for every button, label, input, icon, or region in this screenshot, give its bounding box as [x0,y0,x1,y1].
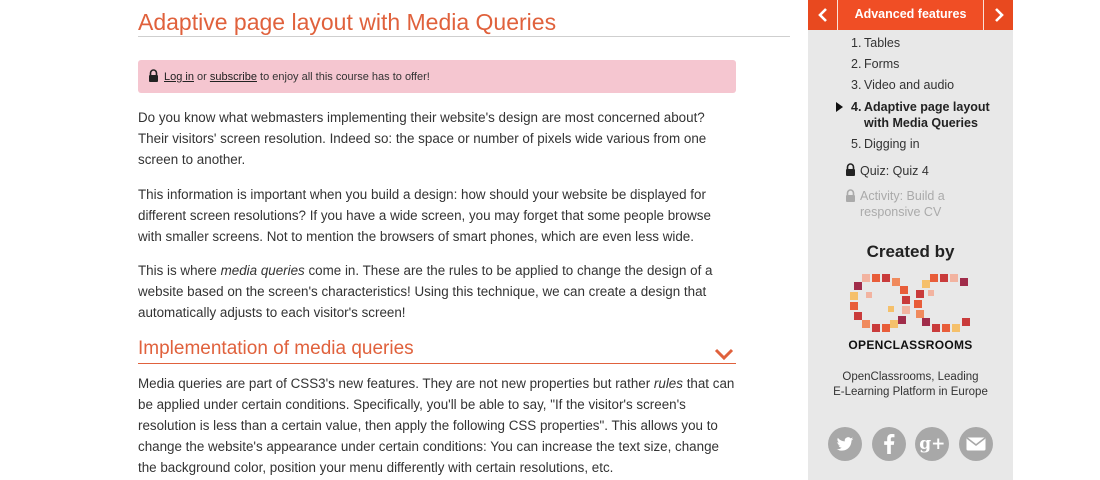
paragraph [138,260,738,323]
lock-icon [148,69,159,85]
email-button[interactable] [959,427,993,461]
facebook-button[interactable] [872,427,906,461]
next-chapter-button[interactable] [983,0,1013,30]
chevron-left-icon [818,8,828,22]
toc-item-digging-in[interactable] [851,136,1001,152]
paragraph-text: Media queries are part of CSS3's new features. They are not new properties but rather [138,376,651,391]
toc-number: 2. [851,57,862,71]
toc-item-video-audio[interactable] [851,77,1001,93]
paragraph-text: that can be applied under certain conditions. Specifically, you'll be able to say, "If the visitor's screen's resolution is less than a certain value, then apply the following CSS properties". This allows you to change the website's appearance under certain conditions: You can increase the text size, change the background color, position your menu differently with certain resolutions, etc. [138,376,735,475]
twitter-button[interactable] [828,427,862,461]
toc-number: 1. [851,36,862,50]
chevron-down-icon[interactable] [714,343,734,367]
toc-number: 5. [851,137,862,151]
tagline-line: OpenClassrooms, Leading [842,371,979,383]
main-content [138,0,790,475]
twitter-icon [836,437,854,452]
previous-chapter-button[interactable] [808,0,838,30]
paragraph [138,373,738,478]
page-title: Adaptive page layout with Media Queries [138,0,790,37]
notice-text: to enjoy all this course has to offer! [260,70,430,83]
toc-item-adaptive-layout[interactable] [851,99,1001,131]
tagline-line: E-Learning Platform in Europe [833,386,988,398]
social-links [828,427,993,461]
toc-label: Adaptive page layout with Media Queries [864,100,990,130]
brand-tagline [808,370,1013,400]
login-link[interactable]: Log in [164,70,194,83]
toc-label: Video and audio [864,78,955,92]
login-notice [138,60,736,93]
activity-label: Activity: Build a responsive CV [860,189,945,219]
paragraph-text: This is where [138,263,217,278]
chapter-title[interactable]: Advanced features [854,7,967,21]
lock-icon [845,189,856,205]
activity-item [845,188,995,220]
brand-name: OPENCLASSROOMS [848,338,973,352]
section-header-media-queries[interactable] [138,337,736,364]
email-icon [966,437,986,451]
facebook-icon [883,434,895,454]
paragraph-text: come in. These are the rules to be applied to change the design of a website based on the screen's characteristics! Using this technique, we can create a design that automatically adjusts to each visitor's screen! [138,263,713,320]
toc-number: 4. [851,100,862,114]
google-plus-button[interactable] [915,427,949,461]
quiz-label: Quiz: Quiz 4 [860,164,929,178]
toc-label: Digging in [864,137,920,151]
google-plus-icon: g+ [919,434,946,454]
emphasis-text: media queries [220,263,305,278]
paragraph: Do you know what webmasters implementing their website's design are most concerned about? Their visitors' screen resolution. Indeed so: the space or number of pixels wide various from one screen to another. [138,110,707,167]
sidebar [808,0,1013,480]
paragraph: This information is important when you build a design: how should your website be displayed for different screen resolutions? If you have a wide screen, you may forget that some people browse with smaller screens. Not to mention the browsers of smart phones, which are even less wide. [138,187,711,244]
created-by-heading: Created by [866,242,955,261]
quiz-item[interactable] [845,163,929,179]
toc-item-forms[interactable] [851,56,1001,72]
toc-item-tables[interactable] [851,35,1001,51]
chapter-nav [808,0,1013,30]
current-marker-icon [836,102,843,112]
toc-label: Tables [864,36,901,50]
openclassrooms-logo[interactable] [848,272,974,339]
emphasis-text: rules [653,376,683,391]
notice-or: or [197,70,207,83]
chevron-right-icon [994,8,1004,22]
subscribe-link[interactable]: subscribe [209,70,257,83]
lock-icon [845,163,856,179]
toc-label: Forms [864,57,900,71]
toc-number: 3. [851,78,862,92]
section-title: Implementation of media queries [138,338,414,359]
